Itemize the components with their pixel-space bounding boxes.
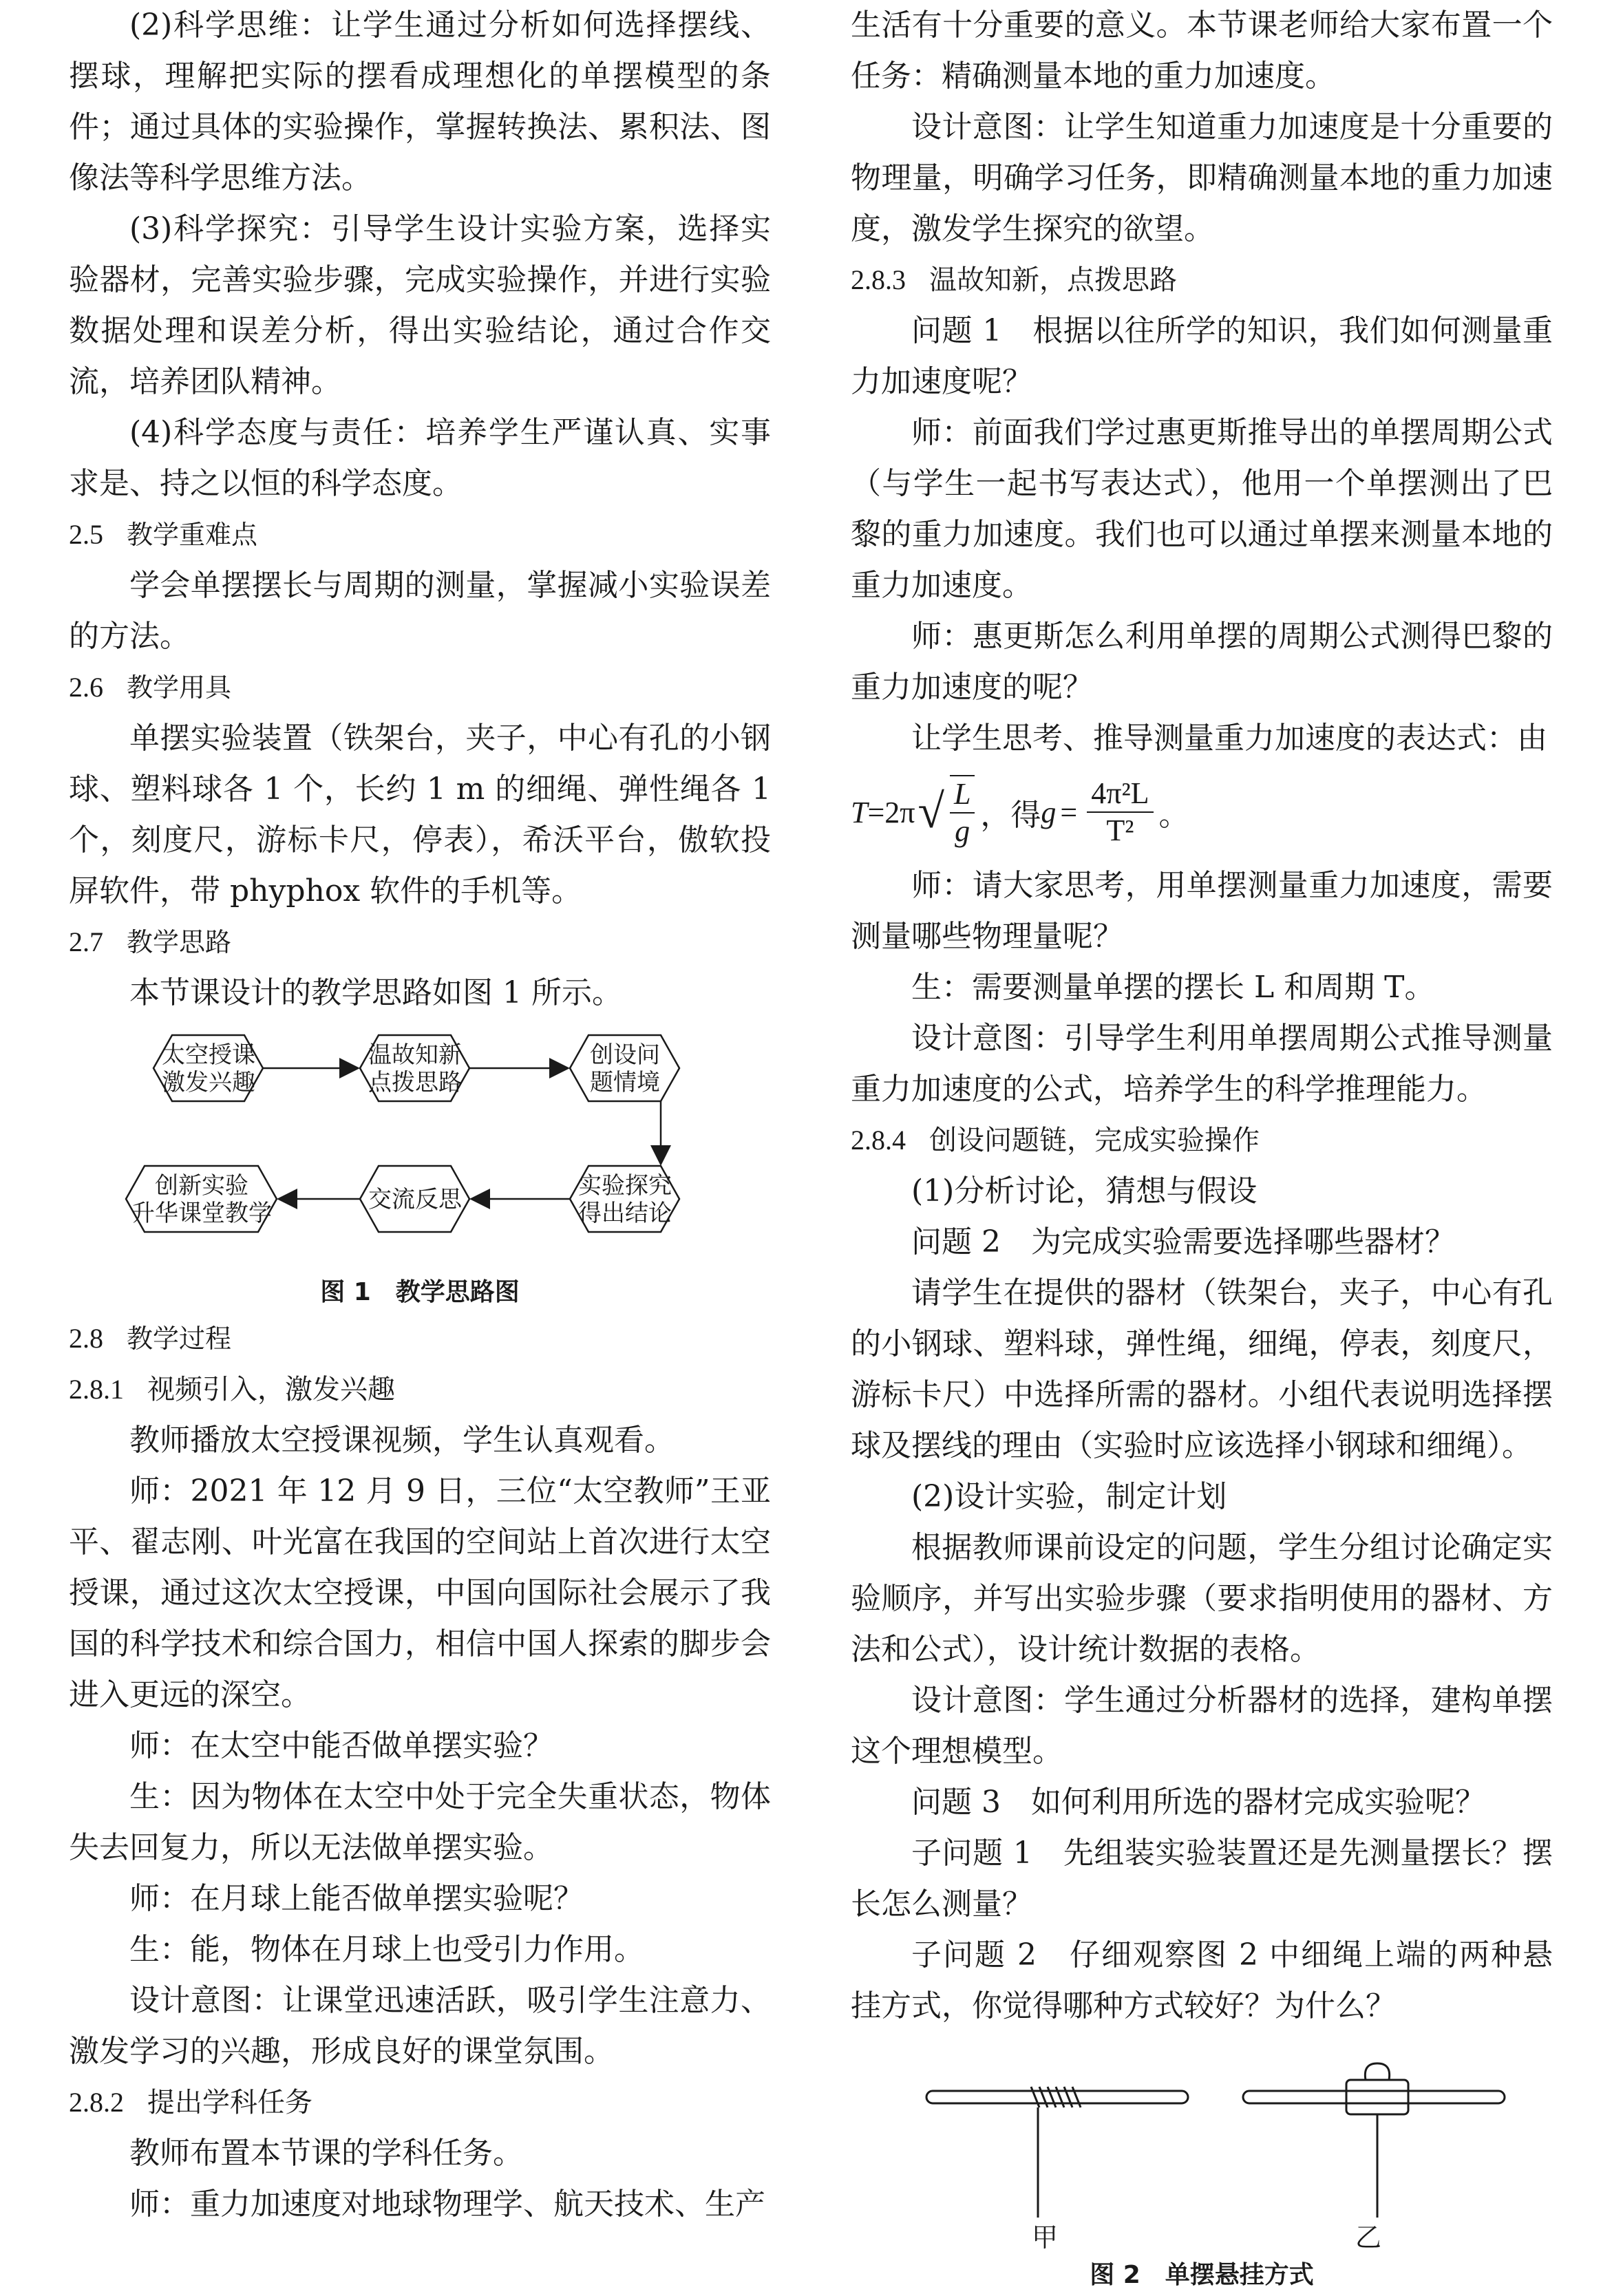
section-heading-2-8-1 [69, 1364, 771, 1415]
paragraph: 师：请大家思考，用单摆测量重力加速度，需要测量哪些物理量呢？ [851, 868, 1553, 954]
paragraph: 让学生思考、推导测量重力加速度的表达式：由 [911, 721, 1547, 756]
paragraph: 师：惠更斯怎么利用单摆的周期公式测得巴黎的重力加速度的呢？ [851, 619, 1553, 705]
paragraph: 师：在月球上能否做单摆实验呢？ [129, 1881, 584, 1916]
paragraph: 问题 3 如何利用所选的器材完成实验呢？ [911, 1785, 1485, 1820]
left-column [69, 0, 771, 2230]
paragraph: 单摆实验装置（铁架台，夹子，中心有孔的小钢球、塑料球各 1 个，长约 1 m 的细绳、弹性绳各 1 个，刻度尺，游标卡尺，停表），希沃平台，傲软投屏软件，带 phyphox 软件的手机等。 [69, 721, 771, 908]
section-heading-2-5 [69, 509, 771, 560]
figure-1 [69, 1021, 771, 1313]
paragraph: 师：重力加速度对地球物理学、航天技术、生产 [129, 2187, 765, 2222]
section-title: 创设问题链，完成实验操作 [929, 1125, 1260, 1156]
paragraph: (2)设计实验，制定计划 [911, 1479, 1227, 1514]
figure-1-caption: 图 1 教学思路图 [320, 1278, 520, 1306]
section-number: 2.5 [69, 519, 103, 550]
figure-2-caption: 图 2 单摆悬挂方式 [1090, 2261, 1314, 2289]
paragraph: 子问题 2 仔细观察图 2 中细绳上端的两种悬挂方式，你觉得哪种方式较好？为什么？ [851, 1937, 1553, 2023]
paragraph: (2)科学思维：让学生通过分析如何选择摆线、摆球，理解把实际的摆看成理想化的单摆模型的条件；通过具体的实验操作，掌握转换法、累积法、图像法等科学思维方法。 [69, 8, 771, 195]
paragraph: 本节课设计的教学思路如图 1 所示。 [129, 975, 622, 1010]
paragraph: 请学生在提供的器材（铁架台，夹子，中心有孔的小钢球、塑料球，弹性绳，细绳，停表，刻度尺，游标卡尺）中选择所需的器材。小组代表说明选择摆球及摆线的理由（实验时应该选择小钢球和细绳）。 [851, 1275, 1553, 1463]
paragraph: 学会单摆摆长与周期的测量，掌握减小实验误差的方法。 [69, 568, 771, 654]
section-number: 2.6 [69, 672, 103, 703]
section-title: 视频引入，激发兴趣 [147, 1374, 395, 1405]
paragraph: 设计意图：引导学生利用单摆周期公式推导测量重力加速度的公式，培养学生的科学推理能力。 [851, 1021, 1553, 1107]
formula-length: L [950, 776, 975, 814]
flow-node-3-label: 题情境 [590, 1069, 660, 1096]
section-title: 温故知新，点拨思路 [929, 264, 1177, 296]
paragraph: 生：需要测量单摆的摆长 L 和周期 T。 [911, 970, 1435, 1005]
formula-equals: = [1060, 795, 1078, 829]
right-column [851, 0, 1553, 2296]
formula-equals: =2π [867, 795, 915, 829]
section-heading-2-8-4 [851, 1115, 1553, 1166]
section-heading-2-7 [69, 917, 771, 968]
section-heading-2-8-3 [851, 255, 1553, 306]
section-number: 2.8.1 [69, 1374, 124, 1405]
paragraph: 设计意图：学生通过分析器材的选择，建构单摆这个理想模型。 [851, 1683, 1553, 1769]
formula-period: T [851, 795, 868, 829]
section-number: 2.8.4 [851, 1125, 906, 1156]
paragraph: 教师播放太空授课视频，学生认真观看。 [129, 1423, 675, 1458]
section-heading-2-8 [69, 1313, 771, 1364]
pendulum-formula [851, 764, 1553, 860]
formula-result-g: g [1041, 795, 1057, 829]
paragraph: 生：能，物体在月球上也受引力作用。 [129, 1932, 644, 1967]
flow-node-5-label: 交流反思 [368, 1186, 462, 1213]
section-number: 2.8.2 [69, 2087, 124, 2118]
paragraph: 教师布置本节课的学科任务。 [129, 2136, 523, 2171]
formula-end: 。 [1158, 798, 1189, 832]
paragraph: 生：因为物体在太空中处于完全失重状态，物体失去回复力，所以无法做单摆实验。 [69, 1779, 771, 1865]
paragraph: 设计意图：让学生知道重力加速度是十分重要的物理量，明确学习任务，即精确测量本地的重力加速度，激发学生探究的欲望。 [851, 109, 1553, 246]
section-title: 教学用具 [127, 672, 232, 703]
flow-node-6-label: 升华课堂教学 [131, 1200, 272, 1227]
paragraph: 根据教师课前设定的问题，学生分组讨论确定实验顺序，并写出实验步骤（要求指明使用的器材、方法和公式），设计统计数据的表格。 [851, 1530, 1553, 1667]
clamp-knob-icon [1365, 2063, 1389, 2080]
result-fraction [1087, 776, 1153, 849]
paragraph: 子问题 1 先组装实验装置还是先测量摆长？摆长怎么测量？ [851, 1836, 1553, 1922]
flow-node-1-label: 太空授课 [162, 1041, 255, 1069]
flow-node-4-label: 得出结论 [578, 1200, 672, 1227]
flowchart-diagram [69, 1021, 771, 1269]
flow-node-1-label: 激发兴趣 [162, 1069, 255, 1096]
paragraph: 问题 2 为完成实验需要选择哪些器材？ [911, 1224, 1455, 1259]
section-number: 2.8.3 [851, 264, 906, 295]
flow-node-2-label: 点拨思路 [368, 1069, 462, 1096]
clamp-icon [1346, 2080, 1408, 2114]
paragraph: 师：前面我们学过惠更斯推导出的单摆周期公式（与学生一起书写表达式），他用一个单摆测出了巴黎的重力加速度。我们也可以通过单摆来测量本地的重力加速度。 [851, 415, 1553, 603]
paragraph: (4)科学态度与责任：培养学生严谨认真、实事求是、持之以恒的科学态度。 [69, 415, 771, 501]
flow-node-6-label: 创新实验 [155, 1172, 248, 1200]
suspension-diagram [851, 2045, 1553, 2252]
section-title: 提出学科任务 [147, 2087, 312, 2118]
fraction-numerator: 4π²L [1087, 776, 1153, 813]
section-number: 2.7 [69, 926, 103, 957]
rod-b [1243, 2091, 1505, 2103]
sqrt-fraction [950, 775, 975, 849]
section-heading-2-8-2 [69, 2077, 771, 2128]
paragraph: 设计意图：让课堂迅速活跃，吸引学生注意力、激发学习的兴趣，形成良好的课堂氛围。 [69, 1983, 771, 2069]
paragraph: (3)科学探究：引导学生设计实验方案，选择实验器材，完善实验步骤，完成实验操作，并进行实验数据处理和误差分析，得出实验结论，通过合作交流，培养团队精神。 [69, 211, 771, 399]
section-title: 教学重难点 [127, 520, 258, 550]
fraction-denominator: T² [1106, 814, 1134, 847]
figure-2 [851, 2045, 1553, 2296]
paragraph: 师：2021 年 12 月 9 日，三位“太空教师”王亚平、翟志刚、叶光富在我国的空间站上首次进行太空授课，通过这次太空授课，中国向国际社会展示了我国的科学技术和综合国力，相信中国人探索的脚步会进入更远的深空。 [69, 1474, 771, 1712]
section-title: 教学过程 [127, 1324, 232, 1354]
flow-node-3-label: 创设问 [590, 1041, 660, 1069]
flow-node-4-label: 实验探究 [578, 1172, 672, 1200]
section-heading-2-6 [69, 662, 771, 713]
formula-connector: ，得 [980, 798, 1041, 832]
flow-node-2-label: 温故知新 [368, 1041, 462, 1069]
label-b: 乙 [1355, 2222, 1382, 2252]
label-a: 甲 [1031, 2222, 1059, 2252]
formula-gravity: g [955, 814, 970, 848]
paragraph: 问题 1 根据以往所学的知识，我们如何测量重力加速度呢？ [851, 313, 1553, 399]
sqrt-sign: √ [917, 785, 944, 838]
section-number: 2.8 [69, 1323, 103, 1354]
section-title: 教学思路 [127, 927, 232, 957]
paragraph: 师：在太空中能否做单摆实验？ [129, 1728, 553, 1763]
paragraph: (1)分析讨论，猜想与假设 [911, 1173, 1258, 1209]
paragraph: 生活有十分重要的意义。本节课老师给大家布置一个任务：精确测量本地的重力加速度。 [851, 8, 1553, 94]
